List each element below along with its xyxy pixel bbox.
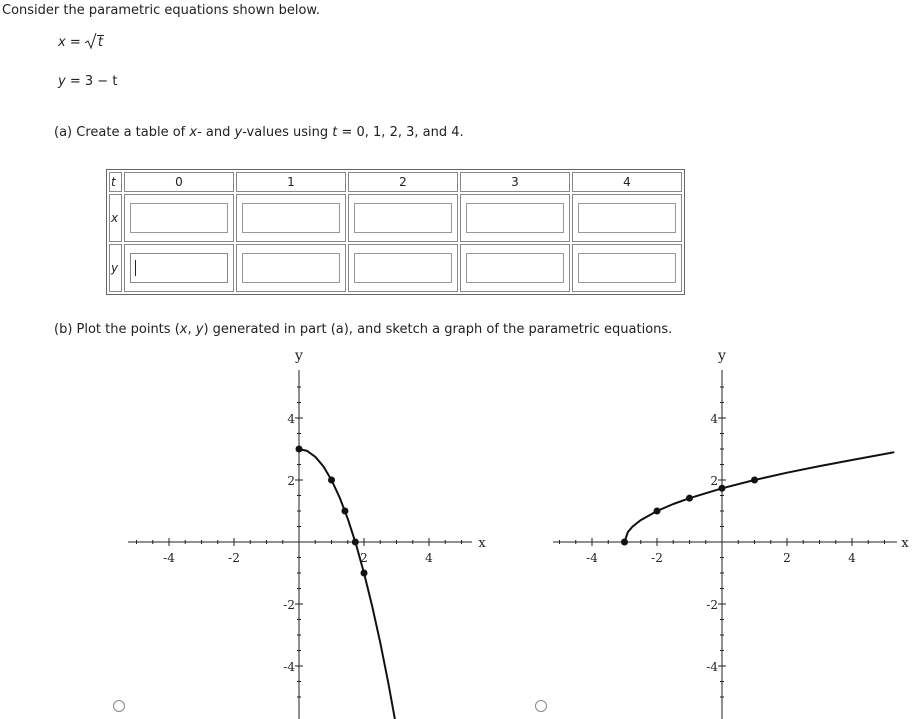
eq-x-lhs: x — [58, 35, 66, 50]
equation-x — [58, 32, 104, 50]
y-tick-label: -2 — [706, 598, 718, 612]
y-row — [109, 244, 682, 292]
t-row-label: t — [109, 172, 122, 192]
x-tick-label: 2 — [360, 551, 368, 565]
data-point — [751, 477, 758, 484]
data-point — [296, 446, 303, 453]
y-tick-label: 2 — [287, 474, 295, 488]
y-tick-label: -4 — [706, 660, 718, 674]
t-value-0: 0 — [124, 172, 234, 192]
x-tick-label: 4 — [425, 551, 433, 565]
y-cell — [460, 244, 570, 292]
x-cell — [348, 194, 458, 242]
curve-line — [625, 452, 895, 542]
y-tick-label: -2 — [283, 598, 295, 612]
data-point — [719, 485, 726, 492]
data-point — [621, 539, 628, 546]
graph-option-b — [545, 340, 915, 719]
part-b-prompt — [54, 322, 672, 337]
y-input-4[interactable] — [578, 253, 676, 283]
eq-y-op: = — [69, 74, 81, 89]
x-axis-label: x — [478, 536, 486, 551]
graph-option-a — [120, 340, 500, 719]
part-a-y: y — [234, 125, 243, 140]
values-table — [106, 169, 685, 295]
eq-y-rhs: 3 − t — [84, 74, 118, 89]
x-input-2[interactable] — [354, 203, 452, 233]
t-value-3: 3 — [460, 172, 570, 192]
x-tick-label: -2 — [651, 551, 663, 565]
part-a-mid: - and — [197, 125, 235, 140]
y-cell — [124, 244, 234, 292]
part-b-suffix: ) generated in part (a), and sketch a graph of the parametric equations. — [203, 322, 673, 337]
sqrt-symbol — [85, 32, 104, 50]
data-point — [341, 508, 348, 515]
x-cell — [460, 194, 570, 242]
y-cell — [572, 244, 682, 292]
t-value-2: 2 — [348, 172, 458, 192]
y-input-2[interactable] — [354, 253, 452, 283]
t-value-4: 4 — [572, 172, 682, 192]
part-a-values: = 0, 1, 2, 3, and 4. — [337, 125, 464, 140]
y-cell — [236, 244, 346, 292]
x-row — [109, 194, 682, 242]
y-row-label: y — [109, 244, 122, 292]
x-tick-label: 2 — [783, 551, 791, 565]
part-a-t: t — [332, 125, 338, 140]
y-tick-label: 2 — [710, 474, 718, 488]
data-point — [654, 508, 661, 515]
part-a-prompt — [54, 125, 464, 140]
t-row — [109, 172, 682, 192]
y-input-0[interactable] — [130, 253, 228, 283]
y-axis-label: y — [295, 348, 303, 364]
x-input-1[interactable] — [242, 203, 340, 233]
part-b-prefix: (b) Plot the points ( — [54, 322, 180, 337]
part-b-x: x — [179, 322, 188, 337]
data-point — [352, 539, 359, 546]
x-row-label: x — [109, 194, 122, 242]
y-input-1[interactable] — [242, 253, 340, 283]
part-b-y: y — [195, 322, 204, 337]
part-a-mid2: -values using — [242, 125, 333, 140]
radio-option-b[interactable] — [535, 700, 547, 712]
radical-sign-icon — [85, 32, 97, 50]
x-input-3[interactable] — [466, 203, 564, 233]
y-cell — [348, 244, 458, 292]
x-tick-label: 4 — [848, 551, 856, 565]
radio-option-a[interactable] — [113, 700, 125, 712]
x-cell — [572, 194, 682, 242]
y-tick-label: -4 — [283, 660, 295, 674]
part-a-x: x — [189, 125, 198, 140]
question-intro: Consider the parametric equations shown below. — [2, 3, 320, 18]
equation-y — [58, 74, 117, 89]
x-cell — [124, 194, 234, 242]
y-axis-label: y — [718, 348, 726, 364]
curve-line — [299, 449, 397, 719]
part-a-prefix: (a) Create a table of — [54, 125, 190, 140]
text-caret — [135, 260, 136, 276]
y-tick-label: 4 — [710, 412, 718, 426]
x-tick-label: -4 — [163, 551, 175, 565]
x-axis-label: x — [901, 536, 909, 551]
eq-x-op: = — [69, 35, 81, 50]
y-input-3[interactable] — [466, 253, 564, 283]
part-b-comma: , — [187, 322, 196, 337]
x-tick-label: -4 — [586, 551, 598, 565]
data-point — [361, 570, 368, 577]
x-input-0[interactable] — [130, 203, 228, 233]
eq-y-lhs: y — [58, 74, 66, 89]
x-cell — [236, 194, 346, 242]
t-value-1: 1 — [236, 172, 346, 192]
y-tick-label: 4 — [287, 412, 295, 426]
x-input-4[interactable] — [578, 203, 676, 233]
x-tick-label: -2 — [228, 551, 240, 565]
data-point — [686, 495, 693, 502]
eq-x-rhs-var: t — [97, 35, 103, 50]
data-point — [328, 477, 335, 484]
